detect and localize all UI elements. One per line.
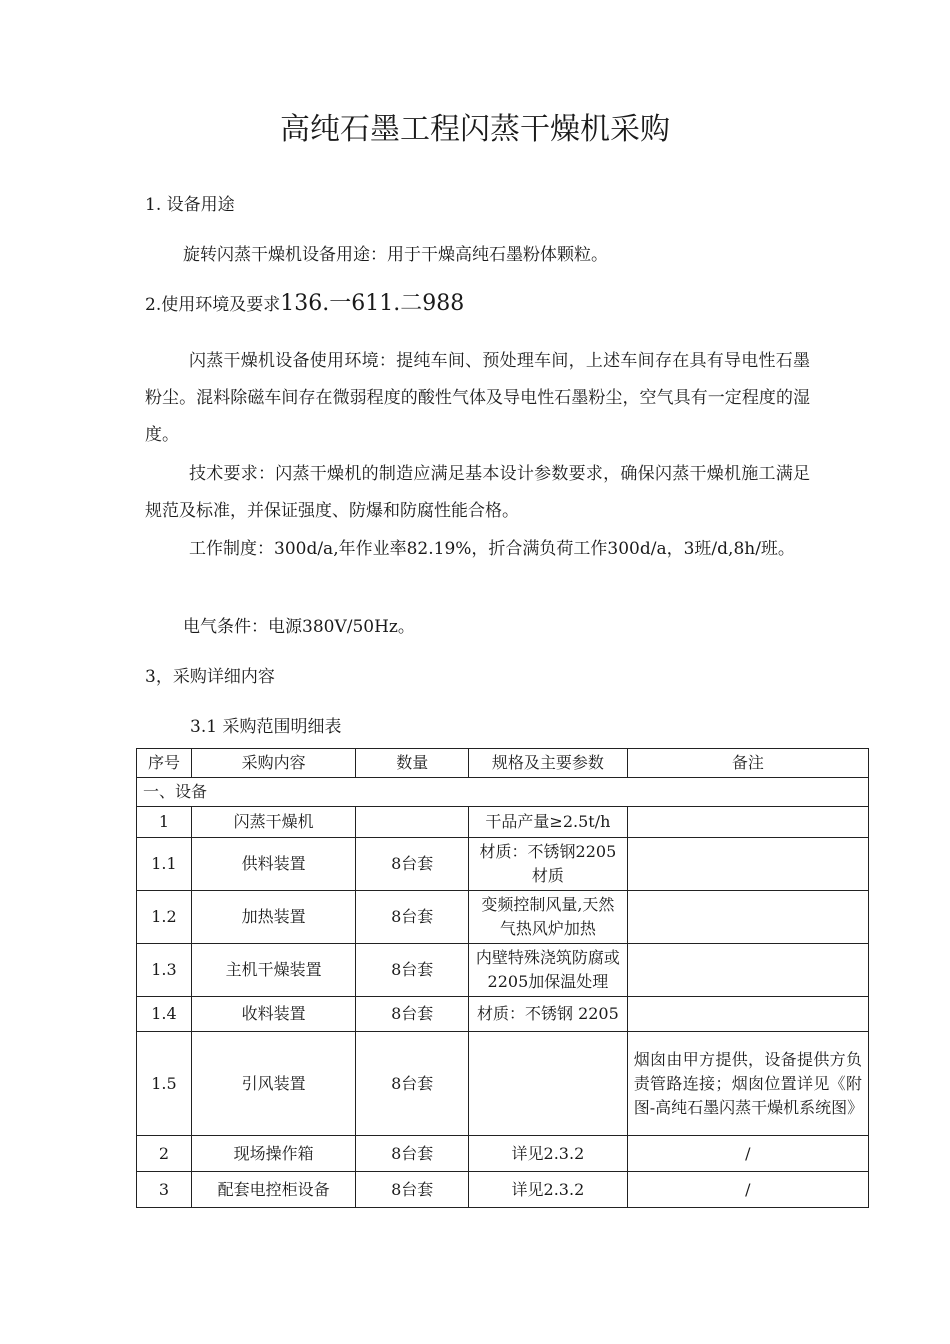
table-cell: 配套电控柜设备 (191, 1172, 355, 1208)
table-row (137, 1172, 869, 1208)
section2-paragraph-environment: 闪蒸干燥机设备使用环境：提纯车间、预处理车间，上述车间存在具有导电性石墨粉尘。混料除磁车间存在微弱程度的酸性气体及导电性石墨粉尘，空气具有一定程度的湿度。 (145, 351, 810, 445)
section1-heading: 1. 设备用途 (145, 195, 235, 215)
table-cell: / (627, 1136, 868, 1172)
table-cell: 1.2 (137, 891, 192, 944)
table-cell (627, 807, 868, 838)
table-row (137, 838, 869, 891)
table-cell: 8台套 (356, 997, 469, 1032)
table-row (137, 891, 869, 944)
section2-paragraph-electrical: 电气条件：电源380V/50Hz。 (183, 617, 415, 637)
table-cell: 1.3 (137, 944, 192, 997)
table-cell (627, 838, 868, 891)
table-row (137, 807, 869, 838)
table-cell: 加热装置 (191, 891, 355, 944)
document-title: 高纯石墨工程闪蒸干燥机采购 (280, 112, 670, 147)
table-cell: 主机干燥装置 (191, 944, 355, 997)
table-cell: 变频控制风量,天然气热风炉加热 (469, 891, 628, 944)
table-cell: 材质：不锈钢2205材质 (469, 838, 628, 891)
section1-text: 旋转闪蒸干燥机设备用途：用于干燥高纯石墨粉体颗粒。 (183, 245, 608, 265)
table-cell: 8台套 (356, 1136, 469, 1172)
table-cell (469, 1032, 628, 1136)
table-group-row (137, 778, 869, 807)
table-cell: 8台套 (356, 1032, 469, 1136)
table-cell: 闪蒸干燥机 (191, 807, 355, 838)
table-group-label: 一、设备 (137, 778, 869, 807)
table-cell: / (627, 1172, 868, 1208)
table-cell: 详见2.3.2 (469, 1172, 628, 1208)
table-cell (627, 944, 868, 997)
table-cell: 供料装置 (191, 838, 355, 891)
section2-paragraph-schedule: 工作制度：300d/a,年作业率82.19%，折合满负荷工作300d/a，3班/d,8h/班。 (189, 539, 795, 559)
table-cell: 烟囱由甲方提供，设备提供方负责管路连接；烟囱位置详见《附图-高纯石墨闪蒸干燥机系统图》 (627, 1032, 868, 1136)
table-cell: 8台套 (356, 891, 469, 944)
table-cell: 1 (137, 807, 192, 838)
table-cell: 材质：不锈钢 2205 (469, 997, 628, 1032)
table-row (137, 997, 869, 1032)
table-cell: 现场操作箱 (191, 1136, 355, 1172)
inline-number: 136.一611.二988 (280, 291, 465, 316)
table-header-cell: 采购内容 (191, 749, 355, 778)
table-row (137, 944, 869, 997)
table-cell: 引风装置 (191, 1032, 355, 1136)
table-header-row (137, 749, 869, 778)
table-cell: 8台套 (356, 838, 469, 891)
table-header-cell: 序号 (137, 749, 192, 778)
table-cell: 1.5 (137, 1032, 192, 1136)
table-cell (627, 997, 868, 1032)
table-cell (356, 807, 469, 838)
table-cell: 收料装置 (191, 997, 355, 1032)
table-header-cell: 规格及主要参数 (469, 749, 628, 778)
table-cell: 内壁特殊浇筑防腐或2205加保温处理 (469, 944, 628, 997)
table-cell: 2 (137, 1136, 192, 1172)
section3-subheading: 3.1 采购范围明细表 (190, 717, 342, 737)
table-cell: 1.1 (137, 838, 192, 891)
table-header-cell: 备注 (627, 749, 868, 778)
table-cell: 3 (137, 1172, 192, 1208)
section2-heading: 2.使用环境及要求 (145, 295, 281, 315)
table-row (137, 1136, 869, 1172)
table-cell: 8台套 (356, 1172, 469, 1208)
table-header-cell: 数量 (356, 749, 469, 778)
table-cell: 1.4 (137, 997, 192, 1032)
table-cell: 详见2.3.2 (469, 1136, 628, 1172)
table-cell: 8台套 (356, 944, 469, 997)
procurement-table (136, 748, 869, 1208)
table-cell: 干品产量≥2.5t/h (469, 807, 628, 838)
table-cell (627, 891, 868, 944)
section2-heading-row (145, 286, 464, 317)
section3-heading: 3，采购详细内容 (145, 667, 275, 687)
section2-paragraph-technical: 技术要求：闪蒸干燥机的制造应满足基本设计参数要求，确保闪蒸干燥机施工满足规范及标准，并保证强度、防爆和防腐性能合格。 (145, 464, 810, 521)
table-row (137, 1032, 869, 1136)
